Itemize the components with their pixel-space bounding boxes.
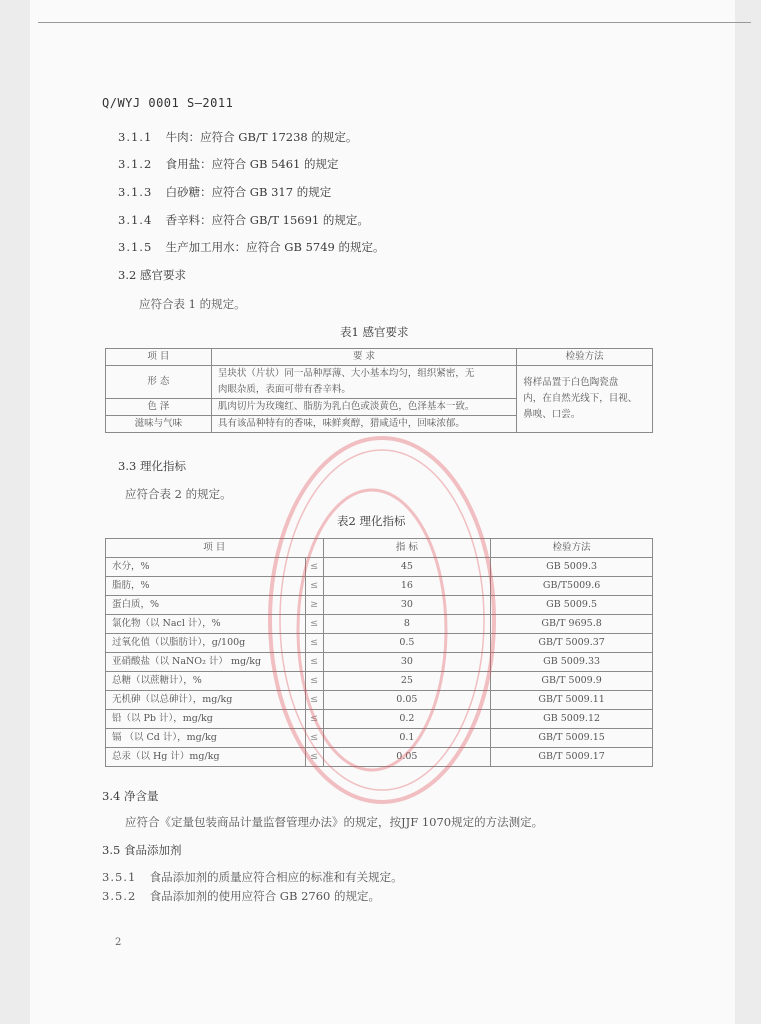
clause-number: 3.1.4 [118, 213, 153, 227]
row-requirement [211, 366, 516, 399]
row-value: 0.1 [323, 729, 491, 748]
comparison-operator: ≤ [305, 558, 323, 577]
clause-number: 3.1.2 [118, 157, 153, 171]
row-method: GB/T 5009.17 [491, 748, 653, 767]
table-row [106, 691, 653, 710]
row-value: 0.2 [323, 710, 491, 729]
header-requirement: 要 求 [211, 349, 516, 366]
row-method: GB 5009.5 [491, 596, 653, 615]
row-item: 蛋白质，% [106, 596, 306, 615]
row-value: 8 [323, 615, 491, 634]
row-value: 45 [323, 558, 491, 577]
header-method: 检验方法 [517, 349, 653, 366]
section-3-3-title: 3.3 理化指标 [118, 459, 186, 473]
table-header-row [106, 539, 653, 558]
comparison-operator: ≤ [305, 615, 323, 634]
row-item: 滋味与气味 [106, 416, 212, 433]
row-method [517, 366, 653, 433]
clause-3-1-3 [118, 184, 331, 200]
clause-text: 食品添加剂的质量应符合相应的标准和有关规定。 [149, 870, 403, 884]
clause-text: 白砂糖：应符合 GB 317 的规定 [165, 185, 332, 199]
row-item: 脂肪，% [106, 577, 306, 596]
comparison-operator: ≤ [305, 672, 323, 691]
clause-3-1-5 [118, 239, 385, 255]
table-row [106, 710, 653, 729]
row-method: GB 5009.3 [491, 558, 653, 577]
section-3-4-paragraph: 应符合《定量包装商品计量监督管理办法》的规定，按JJF 1070规定的方法测定。 [125, 815, 544, 829]
row-value: 0.05 [323, 748, 491, 767]
row-value: 16 [323, 577, 491, 596]
comparison-operator: ≤ [305, 729, 323, 748]
row-item: 过氧化值（以脂肪计），g/100g [106, 634, 306, 653]
header-method: 检验方法 [491, 539, 653, 558]
table-row [106, 366, 653, 399]
comparison-operator: ≤ [305, 634, 323, 653]
row-value: 0.5 [323, 634, 491, 653]
row-method: GB 5009.12 [491, 710, 653, 729]
requirement-line: 肉眼杂质，表面可带有香辛料。 [217, 384, 351, 395]
row-item: 水分，% [106, 558, 306, 577]
clause-text: 生产加工用水：应符合 GB 5749 的规定。 [165, 240, 385, 254]
row-value: 30 [323, 596, 491, 615]
row-method: GB/T 5009.15 [491, 729, 653, 748]
row-value: 0.05 [323, 691, 491, 710]
table-row [106, 615, 653, 634]
clause-number: 3.5.1 [102, 870, 137, 884]
row-method: GB/T 5009.37 [491, 634, 653, 653]
clause-3-5-1 [102, 869, 403, 885]
row-method: GB 5009.33 [491, 653, 653, 672]
row-item: 铅（以 Pb 计），mg/kg [106, 710, 306, 729]
section-3-2-paragraph: 应符合表 1 的规定。 [139, 297, 246, 311]
header-item: 项 目 [106, 349, 212, 366]
row-requirement: 肌肉切片为玫瑰红、脂肪为乳白色或淡黄色，色泽基本一致。 [211, 399, 516, 416]
row-method: GB/T 9695.8 [491, 615, 653, 634]
table-row [106, 653, 653, 672]
row-value: 30 [323, 653, 491, 672]
standard-code: Q/WYJ 0001 S—2011 [102, 96, 234, 110]
clause-3-1-1 [118, 129, 357, 145]
table-row [106, 748, 653, 767]
row-value: 25 [323, 672, 491, 691]
row-item: 总糖（以蔗糖计），% [106, 672, 306, 691]
table-row [106, 672, 653, 691]
header-rule [38, 22, 751, 23]
table-row [106, 729, 653, 748]
table-sensory [105, 348, 653, 433]
table-row [106, 596, 653, 615]
method-line: 鼻嗅、口尝。 [523, 409, 581, 420]
table-header-row [106, 349, 653, 366]
table-row [106, 577, 653, 596]
table2-caption: 表2 理化指标 [337, 514, 406, 528]
requirement-line: 呈块状（片状）同一品种厚薄、大小基本均匀，组织紧密，无 [217, 368, 475, 379]
table-row [106, 558, 653, 577]
clause-3-1-2 [118, 156, 339, 172]
clause-text: 食用盐：应符合 GB 5461 的规定 [165, 157, 339, 171]
clause-number: 3.1.1 [118, 130, 153, 144]
header-value: 指 标 [323, 539, 491, 558]
clause-3-1-4 [118, 212, 369, 228]
header-item: 项 目 [106, 539, 324, 558]
section-3-2-title: 3.2 感官要求 [118, 268, 186, 282]
row-item: 总汞（以 Hg 计）mg/kg [106, 748, 306, 767]
section-3-3-paragraph: 应符合表 2 的规定。 [125, 487, 232, 501]
clause-text: 牛肉：应符合 GB/T 17238 的规定。 [165, 130, 358, 144]
comparison-operator: ≤ [305, 653, 323, 672]
row-item: 氯化物（以 Nacl 计），% [106, 615, 306, 634]
clause-number: 3.1.5 [118, 240, 153, 254]
comparison-operator: ≥ [305, 596, 323, 615]
comparison-operator: ≤ [305, 748, 323, 767]
row-item: 无机砷（以总砷计），mg/kg [106, 691, 306, 710]
comparison-operator: ≤ [305, 577, 323, 596]
row-method: GB/T5009.6 [491, 577, 653, 596]
clause-text: 食品添加剂的使用应符合 GB 2760 的规定。 [149, 889, 381, 903]
comparison-operator: ≤ [305, 710, 323, 729]
row-item: 亚硝酸盐（以 NaNO₂ 计） mg/kg [106, 653, 306, 672]
row-requirement: 具有该品种特有的香味，味鲜爽醇，猎咸适中，回味浓郁。 [211, 416, 516, 433]
page-number: 2 [115, 937, 122, 948]
clause-number: 3.5.2 [102, 889, 137, 903]
clause-3-5-2 [102, 888, 380, 904]
section-3-5-title: 3.5 食品添加剂 [102, 843, 182, 857]
method-line: 将样品置于白色陶瓷盘 [523, 377, 619, 388]
row-method: GB/T 5009.9 [491, 672, 653, 691]
section-3-4-title: 3.4 净含量 [102, 789, 159, 803]
row-item: 镉 （以 Cd 计），mg/kg [106, 729, 306, 748]
table-row [106, 634, 653, 653]
comparison-operator: ≤ [305, 691, 323, 710]
clause-text: 香辛料：应符合 GB/T 15691 的规定。 [165, 213, 369, 227]
table-physicochemical [105, 538, 653, 767]
clause-number: 3.1.3 [118, 185, 153, 199]
row-item: 形 态 [106, 366, 212, 399]
method-line: 内，在自然光线下，目视、 [523, 393, 638, 404]
table1-caption: 表1 感官要求 [340, 325, 409, 339]
row-item: 色 泽 [106, 399, 212, 416]
row-method: GB/T 5009.11 [491, 691, 653, 710]
